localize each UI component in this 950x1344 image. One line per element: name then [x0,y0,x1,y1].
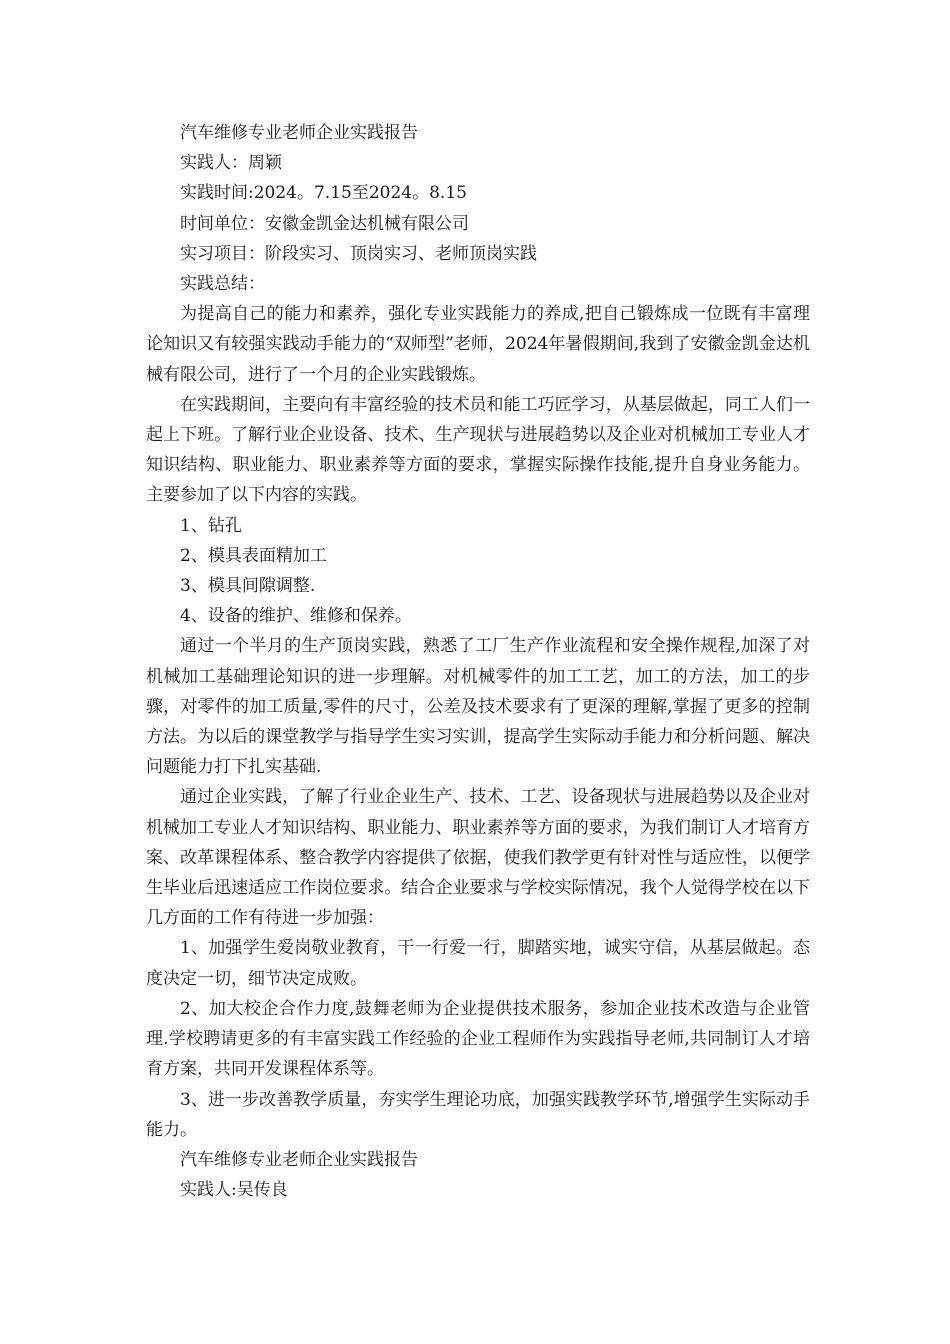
list-item: 2、模具表面精加工 [180,545,327,566]
summary-heading: 实践总结： [180,274,265,295]
practice-period-line: 实践时间:2024。7.15至2024。8.15 [180,183,467,204]
practitioner-line: 实践人：周颖 [180,153,282,174]
paragraph-reflection: 通过企业实践，了解了行业企业生产、技术、工艺、设备现状与进展趋势以及企业对机械加工专业人才知识结构、职业能力、职业素养等方面的要求，为我们制订人才培育方案、改革课程体系、整合教学内容提供了依据，使我们教学更有针对性与适应性，以便学生毕业后迅速适应工作岗位要求。结合企业要求与学校实际情况，我个人觉得学校在以下几方面的工作有待进一步加强： [146,787,810,929]
list-item: 3、模具间隙调整. [180,576,316,597]
suggestion-1: 1、加强学生爱岗敬业教育，干一行爱一行，脚踏实地，诚实守信，从基层做起。态度决定一切，细节决定成败。 [146,938,810,989]
practice-project-line: 实习项目：阶段实习、顶岗实习、老师顶岗实践 [180,243,537,264]
suggestion-3: 3、进一步改善教学质量，夯实学生理论功底，加强实践教学环节,增强学生实际动手能力。 [146,1089,810,1140]
paragraph-results: 通过一个半月的生产顶岗实践，熟悉了工厂生产作业流程和安全操作规程,加深了对机械加工基础理论知识的进一步理解。对机械零件的加工工艺，加工的方法，加工的步骤，对零件的加工质量,零件的尺寸，公差及技术要求有了更深的理解,掌握了更多的控制方法。为以后的课堂教学与指导学生实习实训，提高学生实际动手能力和分析问题、解决问题能力打下扎实基础. [146,636,810,778]
paragraph-practice-period: 在实践期间，主要向有丰富经验的技术员和能工巧匠学习，从基层做起，同工人们一起上下班。了解行业企业设备、技术、生产现状与进展趋势以及企业对机械加工专业人才知识结构、职业能力、职业素养等方面的要求，掌握实际操作技能,提升自身业务能力。主要参加了以下内容的实践。 [146,394,810,506]
document-page [146,118,810,1205]
paragraph-intro: 为提高自己的能力和素养，强化专业实践能力的养成,把自己锻炼成一位既有丰富理论知识又有较强实践动手能力的“双师型”老师，2024年暑假期间,我到了安徽金凯金达机械有限公司，进行了一个月的企业实践锻炼。 [146,304,810,385]
report-title: 汽车维修专业老师企业实践报告 [180,123,418,143]
suggestion-2: 2、加大校企合作力度,鼓舞老师为企业提供技术服务，参加企业技术改造与企业管理.学校聘请更多的有丰富实践工作经验的企业工程师作为实践指导老师,共同制订人才培育方案，共同开发课程体系等。 [146,998,810,1080]
list-item: 1、钻孔 [180,515,242,536]
second-practitioner-line: 实践人:吴传良 [180,1180,288,1201]
practice-unit-line: 时间单位：安徽金凯金达机械有限公司 [180,213,469,234]
second-report-title: 汽车维修专业老师企业实践报告 [180,1149,418,1170]
list-item: 4、设备的维护、维修和保养。 [180,606,412,627]
